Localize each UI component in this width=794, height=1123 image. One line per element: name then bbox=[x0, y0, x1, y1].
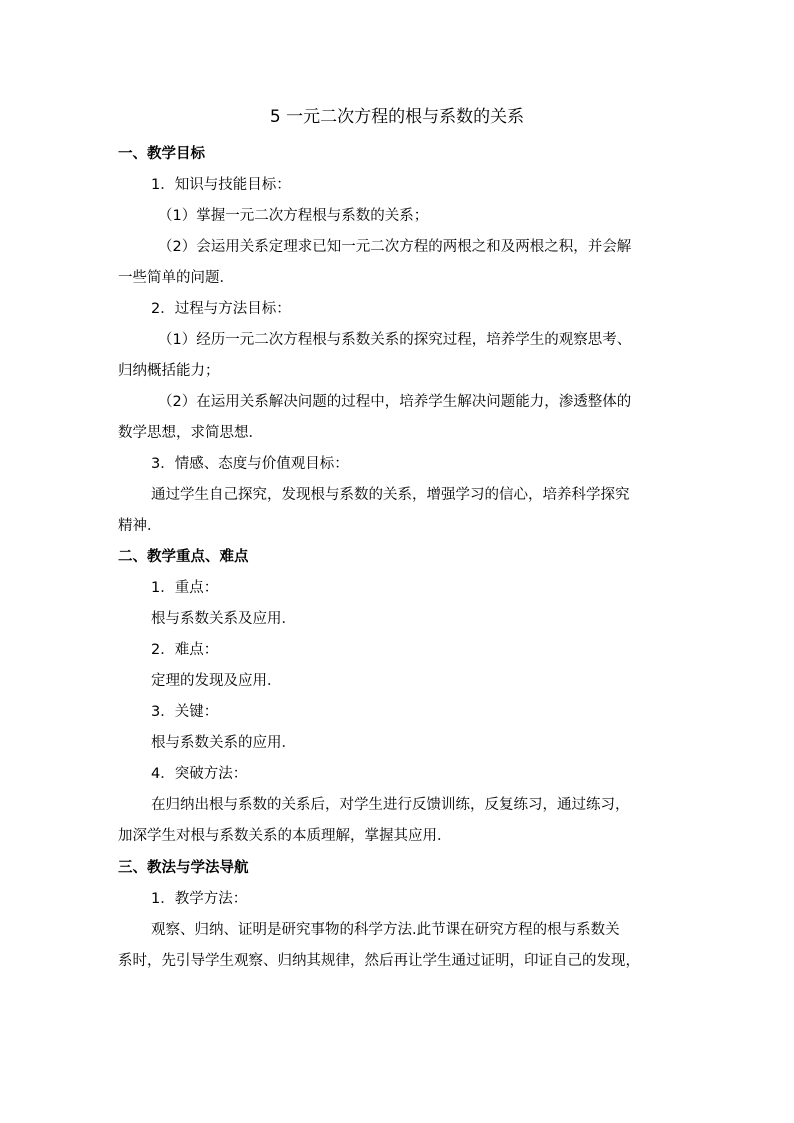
paragraph-line: 根与系数关系的应用． bbox=[151, 735, 296, 751]
paragraph-line: （2）在运用关系解决问题的过程中，培养学生解决问题能力，渗透整体的 bbox=[158, 394, 632, 410]
paragraph-line: 归纳概括能力； bbox=[118, 363, 220, 379]
paragraph-line: 在归纳出根与系数的关系后，对学生进行反馈训练，反复练习，通过练习， bbox=[151, 797, 630, 813]
subsection-emotion-values: 3．情感、态度与价值观目标： bbox=[151, 456, 349, 472]
document-title: 5 一元二次方程的根与系数的关系 bbox=[269, 107, 525, 127]
paragraph-line: 数学思想，求简思想． bbox=[118, 425, 263, 441]
paragraph-line: 定理的发现及应用． bbox=[151, 673, 282, 689]
subsection-key: 3．关键： bbox=[151, 704, 219, 720]
subsection-teaching-method: 1．教学方法： bbox=[151, 891, 248, 907]
paragraph-line: （1）掌握一元二次方程根与系数的关系； bbox=[158, 208, 429, 224]
paragraph-line: 加深学生对根与系数关系的本质理解，掌握其应用． bbox=[118, 828, 452, 844]
subsection-knowledge-skills: 1．知识与技能目标： bbox=[151, 177, 291, 193]
subsection-difficulty: 2．难点： bbox=[151, 642, 219, 658]
section-heading-key-points: 二、教学重点、难点 bbox=[118, 549, 249, 565]
paragraph-line: （2）会运用关系定理求已知一元二次方程的两根之和及两根之积，并会解 bbox=[158, 239, 632, 255]
paragraph-line: 观察、归纳、证明是研究事物的科学方法.此节课在研究方程的根与系数关 bbox=[151, 922, 620, 938]
subsection-process-method: 2．过程与方法目标： bbox=[151, 301, 291, 317]
subsection-key-point: 1．重点： bbox=[151, 580, 219, 596]
paragraph-line: 通过学生自己探究，发现根与系数的关系，增强学习的信心，培养科学探究 bbox=[151, 487, 630, 503]
paragraph-line: （1）经历一元二次方程根与系数关系的探究过程，培养学生的观察思考、 bbox=[158, 332, 632, 348]
section-heading-methods: 三、教法与学法导航 bbox=[118, 860, 249, 876]
subsection-breakthrough: 4．突破方法： bbox=[151, 766, 248, 782]
paragraph-line: 系时，先引导学生观察、归纳其规律，然后再让学生通过证明，印证自己的发现， bbox=[118, 953, 640, 969]
section-heading-objectives: 一、教学目标 bbox=[118, 146, 205, 162]
paragraph-line: 精神． bbox=[118, 518, 162, 534]
paragraph-line: 一些简单的问题． bbox=[118, 270, 234, 286]
paragraph-line: 根与系数关系及应用． bbox=[151, 611, 296, 627]
